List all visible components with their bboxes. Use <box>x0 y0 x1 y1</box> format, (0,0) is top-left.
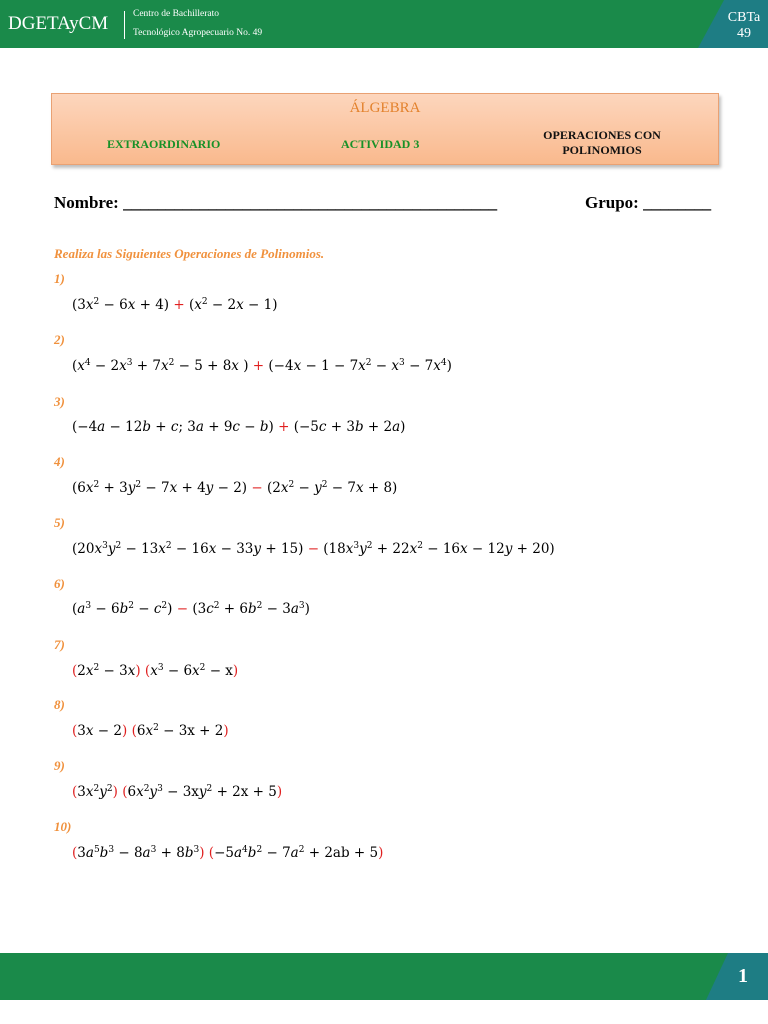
badge-line-1: CBTa <box>727 10 761 25</box>
exercise-expression: $(2x^2 - 3x) (x^3 - 6x^2 - x)$ <box>72 663 239 679</box>
exercise-expression: $(3x^2y^2) (6x^2y^3 - 3xy^2 + 2x + 5)$ <box>72 784 283 800</box>
school-badge-text <box>726 10 762 42</box>
footer-bar <box>0 953 768 1000</box>
header-bar <box>0 0 768 48</box>
topic-line-2: POLINOMIOS <box>562 143 642 157</box>
exercise-expression: $(3a^5b^3 - 8a^3 + 8b^3) (-5a^4b^2 - 7a^2 + 2ab + 5)$ <box>72 845 384 861</box>
school-line-1: Centro de Bachillerato <box>133 9 219 19</box>
instruction-text: Realiza las Siguientes Operaciones de Polinomios. <box>54 246 325 261</box>
exercise-number: 3) <box>54 394 65 409</box>
exercise-expression: (−4a − 12b + c; 3a + 9c − b) + (−5c + 3b + 2a) <box>72 419 406 435</box>
title-banner <box>51 93 719 165</box>
exercise-number: 7) <box>54 637 65 652</box>
page-number-tab <box>706 953 768 1000</box>
exercise-number: 5) <box>54 515 65 530</box>
exercise-number: 9) <box>54 758 65 773</box>
exercise-number: 8) <box>54 697 65 712</box>
exercise-expression: $(6x^2 + 3y^2 - 7x + 4y - 2) - (2x^2 - y^2 - 7x + 8)$ <box>72 480 398 496</box>
header-divider <box>124 11 125 39</box>
exercise-number: 10) <box>54 819 72 834</box>
exercise-expression: ($x^4 - 2x^3 + 7x^2 - 5 + 8x$ ) + $(-4x - 1 - 7x^2 - x^3 - 7x^4)$ <box>72 358 452 374</box>
school-line-2: Tecnológico Agropecuario No. 49 <box>133 28 263 38</box>
exercise-number: 1) <box>54 271 65 286</box>
exam-type: EXTRAORDINARIO <box>107 137 221 151</box>
name-field[interactable]: Nombre: ____________________________________________ <box>54 193 498 212</box>
exercise-expression: $(3x^2 - 6x + 4) + (x^2 - 2x - 1)$ <box>72 297 278 313</box>
exercise-expression: $(a^3 - 6b^2 - c^2) - (3c^2 + 6b^2 - 3a^3)$ <box>72 601 310 617</box>
topic-line-1: OPERACIONES CON <box>543 128 661 142</box>
exercise-number: 2) <box>54 332 65 347</box>
exercise-expression: $(20x^3y^2 - 13x^2 - 16x - 33y + 15) - (18x^3y^2 + 22x^2 - 16x - 12y + 20)$ <box>72 541 555 557</box>
activity-label: ACTIVIDAD 3 <box>341 137 420 151</box>
subject-title: ÁLGEBRA <box>349 100 421 116</box>
group-field[interactable]: Grupo: ________ <box>585 193 712 212</box>
org-name: DGETAyCM <box>8 13 109 34</box>
exercise-expression: (3x − 2) $(6x^2 - 3x + 2)$ <box>72 723 229 739</box>
page-number: 1 <box>738 965 748 987</box>
topic-label <box>512 128 692 158</box>
badge-line-2: 49 <box>737 26 751 41</box>
exercise-number: 4) <box>54 454 65 469</box>
exercise-number: 6) <box>54 576 65 591</box>
